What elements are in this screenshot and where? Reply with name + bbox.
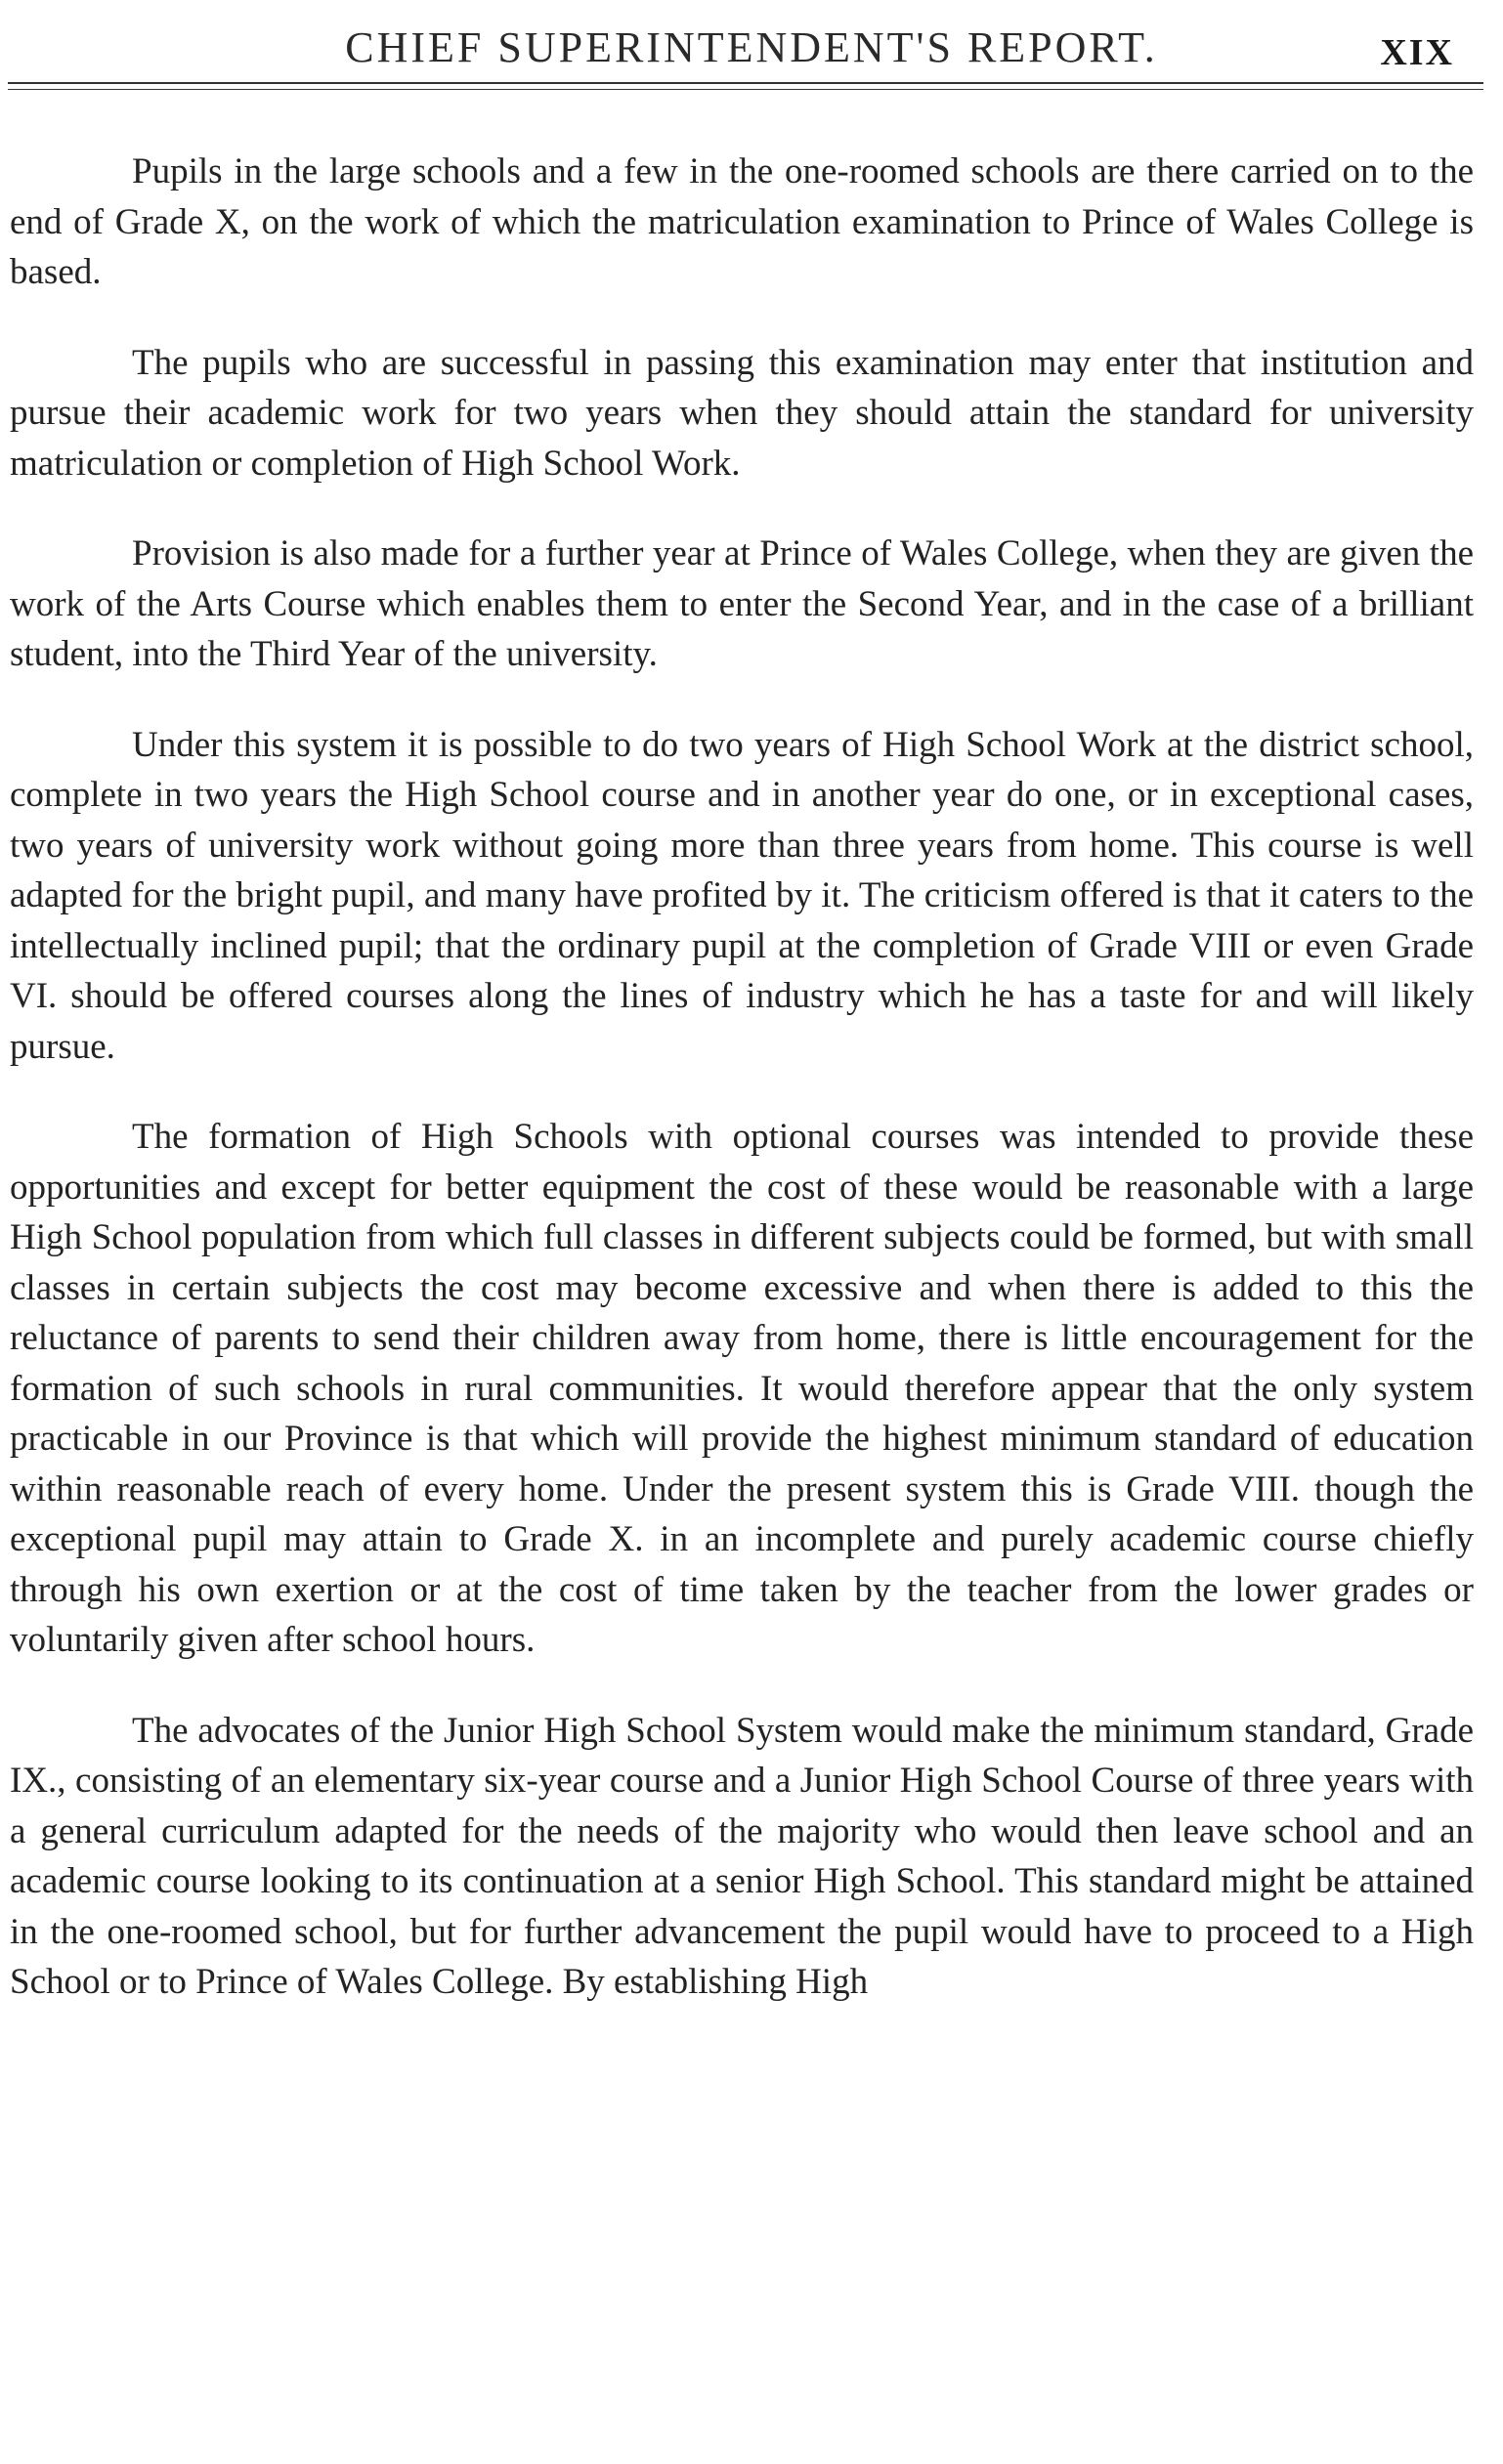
paragraph: The pupils who are successful in passing this examination may enter that institution and pursue their academic work for two years when they should attain the standard for university matriculation or completion of High School Work.: [10, 342, 1474, 484]
header-rule: [8, 82, 1483, 84]
paragraph: Provision is also made for a further year at Prince of Wales College, when they are given the work of the Arts Course which enables them to enter the Second Year, and in the case of a brilliant student, into the Third Year of the university.: [10, 533, 1474, 674]
paragraph: The advocates of the Junior High School System would make the minimum standard, Grade IX., consisting of an elementary six-year course and a Junior High School Course of three years with a general curriculum adapted for the needs of the majority who would then leave school and an academic course looking to its continuation at a senior High School. This standard might be attained in the one-roomed school, but for further advancement the pupil would have to proceed to a High School or to Prince of Wales College. By establishing High: [10, 1710, 1474, 2002]
header-rule-thin: [8, 89, 1483, 90]
paragraph: Under this system it is possible to do two years of High School Work at the district school, complete in two years the High School course and in another year do one, or in exceptional cases, two years of university work without going more than three years from home. This course is well adapted for the bright pupil, and many have profited by it. The criticism offered is that it caters to the intellectually inclined pupil; that the ordinary pupil at the completion of Grade VIII or even Grade VI. should be offered courses along the lines of industry which he has a taste for and will likely pursue.: [10, 724, 1474, 1067]
report-body: [10, 147, 1474, 2048]
running-head-title: CHIEF SUPERINTENDENT'S REPORT.: [345, 23, 1158, 71]
page-number: XIX: [1380, 32, 1454, 73]
paragraph: The formation of High Schools with optional courses was intended to provide these opportunities and except for better equipment the cost of these would be reasonable with a large High School population from which full classes in different subjects could be formed, but with small classes in certain subjects the cost may become excessive and when there is added to this the reluctance of parents to send their children away from home, there is little encouragement for the formation of such schools in rural communities. It would therefore appear that the only system practicable in our Province is that which will provide the highest minimum standard of education within reasonable reach of every home. Under the present system this is Grade VIII. though the exceptional pupil may attain to Grade X. in an incomplete and purely academic course chiefly through his own exertion or at the cost of time taken by the teacher from the lower grades or voluntarily given after school hours.: [10, 1117, 1474, 1660]
page-header: [0, 23, 1503, 82]
paragraph: Pupils in the large schools and a few in the one-roomed schools are there carried on to the end of Grade X, on the work of which the matriculation examination to Prince of Wales College is based.: [10, 151, 1474, 292]
